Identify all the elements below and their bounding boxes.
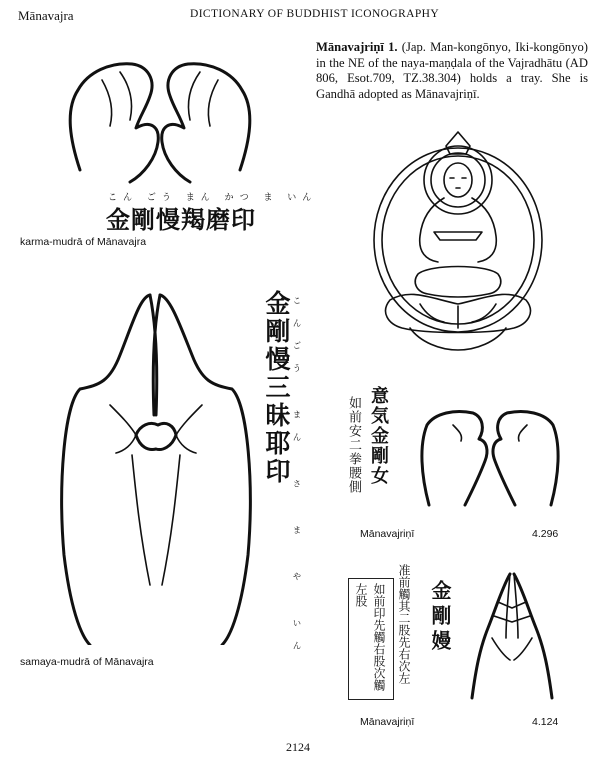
figure2-furigana: こんごう まん さ ま や いん [291,296,301,664]
figure3-kanji-title: 意気金剛女 [368,386,389,486]
figure2-caption: samaya-mudrā of Mānavajra [20,656,154,668]
figure4-caption: Mānavajriṇī [360,716,415,728]
figure4-kanji-description: 准前觸其二股先右次左 [397,564,411,684]
entry-headword: Mānavajriṇī 1. [316,40,398,54]
dictionary-entry [316,40,588,102]
figure1-kanji-title: 金剛慢羯磨印 [106,206,256,234]
figure4-kanji-title: 金剛嫚 [428,580,452,655]
figure3-caption: Mānavajriṇī [360,528,415,540]
manavajrini-deity-illustration [360,128,555,363]
figure1-furigana: こん ごう まん かつ ま いん [108,193,318,203]
figure3-reference: 4.296 [532,528,559,540]
figure4-reference: 4.124 [532,716,559,728]
running-head-title: DICTIONARY OF BUDDHIST ICONOGRAPHY [190,8,440,20]
figure3-kanji-description: 如前安二拳腰側 [346,396,361,494]
figure1-caption: karma-mudrā of Mānavajra [20,236,147,248]
figure4-box-line1: 如前印先觸右股次觸 [372,583,386,691]
figure4-box-line2: 左股 [354,583,368,607]
entry-body: (Jap. Man-kongōnyo, Iki-kongōnyo) in the NE of the naya-maṇḍala of the Vajradhātu (AD 806, Esot.709, TZ.38.304) holds a tray. She is Gandhā adopted as Mānavajriṇī. [316,40,588,101]
running-head-left: Mānavajra [18,8,74,23]
figure2-kanji-title: 金剛慢三昧耶印 [262,290,291,486]
samaya-mudra-illustration [40,285,280,645]
manavajrini-joined-hands-illustration [462,568,562,708]
karma-mudra-illustration [40,50,280,190]
figure4-instruction-box [348,578,394,700]
page-number: 2124 [286,740,310,754]
manavajrini-fist-mudra-illustration [415,405,565,515]
